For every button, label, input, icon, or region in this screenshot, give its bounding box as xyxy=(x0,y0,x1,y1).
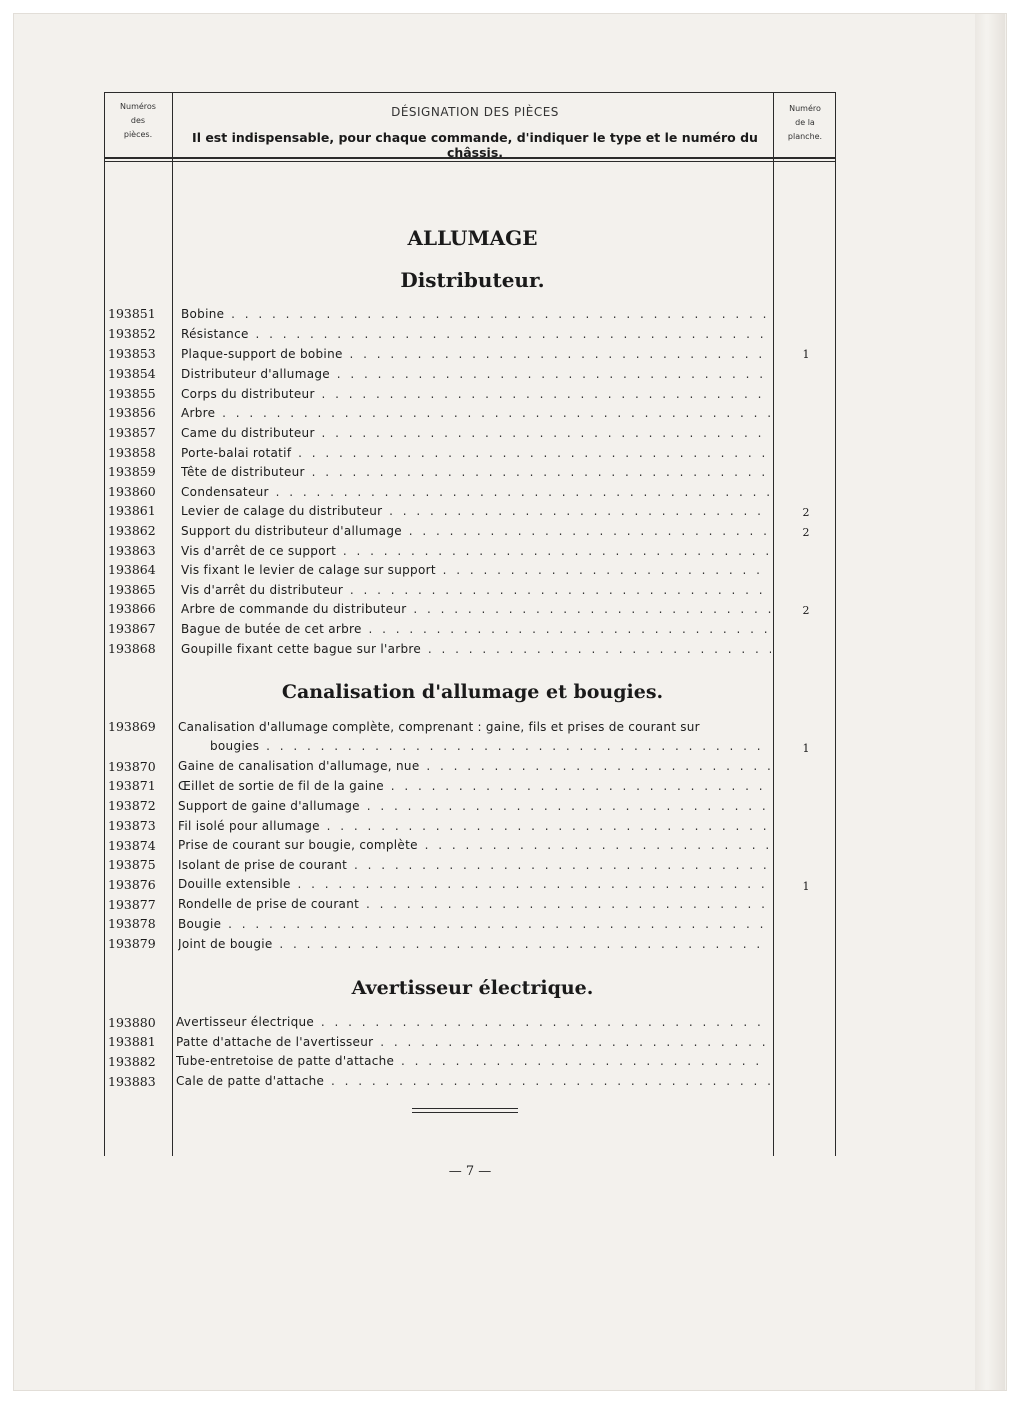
part-number: 193852 xyxy=(108,326,156,341)
part-number: 193878 xyxy=(108,916,156,931)
part-description: Support de gaine d'allumage . . . xyxy=(178,799,770,813)
part-number: 193854 xyxy=(108,366,156,381)
part-description: Résistance . . . xyxy=(181,327,771,341)
part-description: Douille extensible . . . xyxy=(178,877,770,891)
column-header-designation: DÉSIGNATION DES PIÈCES xyxy=(391,105,559,119)
part-number: 193870 xyxy=(108,759,156,774)
part-number: 193867 xyxy=(108,621,156,636)
part-number: 193851 xyxy=(108,306,156,321)
part-description: Fil isolé pour allumage . . . xyxy=(178,819,770,833)
column-header-line: des xyxy=(130,116,146,125)
column-header-line: planche. xyxy=(787,132,823,141)
part-description: Porte-balai rotatif . . . xyxy=(181,446,771,460)
part-number: 193865 xyxy=(108,582,156,597)
part-description: Patte d'attache de l'avertisseur . . . xyxy=(176,1035,770,1049)
part-number: 193866 xyxy=(108,601,156,616)
part-number: 193859 xyxy=(108,464,156,479)
part-description: Isolant de prise de courant . . . xyxy=(178,858,770,872)
part-number: 193863 xyxy=(108,543,156,558)
part-number: 193877 xyxy=(108,897,156,912)
part-description: Cale de patte d'attache . . . xyxy=(176,1074,770,1088)
part-description: Came du distributeur . . . xyxy=(181,426,771,440)
part-number: 193872 xyxy=(108,798,156,813)
plate-number: 1 xyxy=(802,880,810,893)
part-number: 193862 xyxy=(108,523,156,538)
part-description: Arbre de commande du distributeur . . . xyxy=(181,602,771,616)
part-number: 193864 xyxy=(108,562,156,577)
part-number: 193883 xyxy=(108,1074,156,1089)
part-number: 193881 xyxy=(108,1034,156,1049)
part-description: Condensateur . . . xyxy=(181,485,771,499)
part-description: Canalisation d'allumage complète, comprenant : gaine, fils et prises de courant sur xyxy=(178,720,700,734)
column-header-line: Numéro xyxy=(789,104,821,113)
part-description: Tête de distributeur . . . xyxy=(181,465,771,479)
top-rule xyxy=(104,92,836,93)
left-border xyxy=(104,92,105,1156)
part-number: 193879 xyxy=(108,936,156,951)
part-description: Gaine de canalisation d'allumage, nue . . . xyxy=(178,759,770,773)
part-description-continued: bougies . . . xyxy=(210,739,770,753)
section-title-avertisseur: Avertisseur électrique. xyxy=(351,977,594,999)
section-title-canalisation: Canalisation d'allumage et bougies. xyxy=(281,681,664,703)
plate-number: 1 xyxy=(802,348,810,361)
part-number: 193871 xyxy=(108,778,156,793)
right-border xyxy=(835,92,836,1156)
part-number: 193868 xyxy=(108,641,156,656)
part-description: Vis fixant le levier de calage sur support . . . xyxy=(181,563,771,577)
end-rule-2 xyxy=(412,1112,518,1113)
part-number: 193855 xyxy=(108,386,156,401)
part-number: 193869 xyxy=(108,719,156,734)
part-number: 193882 xyxy=(108,1054,156,1069)
part-description: Prise de courant sur bougie, complète . . . xyxy=(178,838,770,852)
part-number: 193853 xyxy=(108,346,156,361)
column-divider-right xyxy=(773,92,774,1156)
page-number: — 7 — xyxy=(448,1164,492,1179)
page-edge xyxy=(975,14,1005,1390)
plate-number: 1 xyxy=(802,742,810,755)
part-number: 193876 xyxy=(108,877,156,892)
part-description: Bague de butée de cet arbre . . . xyxy=(181,622,771,636)
part-description: Support du distributeur d'allumage . . . xyxy=(181,524,771,538)
part-description: Rondelle de prise de courant . . . xyxy=(178,897,770,911)
part-description: Tube-entretoise de patte d'attache . . . xyxy=(176,1054,770,1068)
column-header-line: de la xyxy=(795,118,815,127)
part-description: Bougie . . . xyxy=(178,917,770,931)
part-number: 193858 xyxy=(108,445,156,460)
subsection-title-distributeur: Distributeur. xyxy=(400,268,545,292)
part-number: 193856 xyxy=(108,405,156,420)
column-header-line: pièces. xyxy=(123,130,153,139)
plate-number: 2 xyxy=(802,506,810,519)
header-rule-thin xyxy=(104,161,836,162)
part-description: Bobine . . . xyxy=(181,307,771,321)
part-description: Goupille fixant cette bague sur l'arbre . . . xyxy=(181,642,771,656)
part-description: Arbre . . . xyxy=(181,406,771,420)
part-number: 193874 xyxy=(108,838,156,853)
part-description: Levier de calage du distributeur . . . xyxy=(181,504,771,518)
part-description: Avertisseur électrique . . . xyxy=(176,1015,770,1029)
part-description: Vis d'arrêt de ce support . . . xyxy=(181,544,771,558)
order-note: Il est indispensable, pour chaque commande, d'indiquer le type et le numéro du châssis. xyxy=(192,130,758,160)
part-description: Distributeur d'allumage . . . xyxy=(181,367,771,381)
part-description: Corps du distributeur . . . xyxy=(181,387,771,401)
part-number: 193873 xyxy=(108,818,156,833)
part-description: Vis d'arrêt du distributeur . . . xyxy=(181,583,771,597)
column-header-plate xyxy=(774,102,836,144)
part-number: 193860 xyxy=(108,484,156,499)
part-number: 193880 xyxy=(108,1015,156,1030)
plate-number: 2 xyxy=(802,604,810,617)
part-description: Plaque-support de bobine . . . xyxy=(181,347,771,361)
column-header-numbers xyxy=(104,100,172,142)
end-rule xyxy=(412,1108,518,1109)
plate-number: 2 xyxy=(802,526,810,539)
part-number: 193861 xyxy=(108,503,156,518)
part-description: Joint de bougie . . . xyxy=(178,937,770,951)
part-description: Œillet de sortie de fil de la gaine . . . xyxy=(178,779,770,793)
section-title-allumage: ALLUMAGE xyxy=(407,226,538,250)
part-number: 193875 xyxy=(108,857,156,872)
column-header-line: Numéros xyxy=(120,102,156,111)
part-number: 193857 xyxy=(108,425,156,440)
